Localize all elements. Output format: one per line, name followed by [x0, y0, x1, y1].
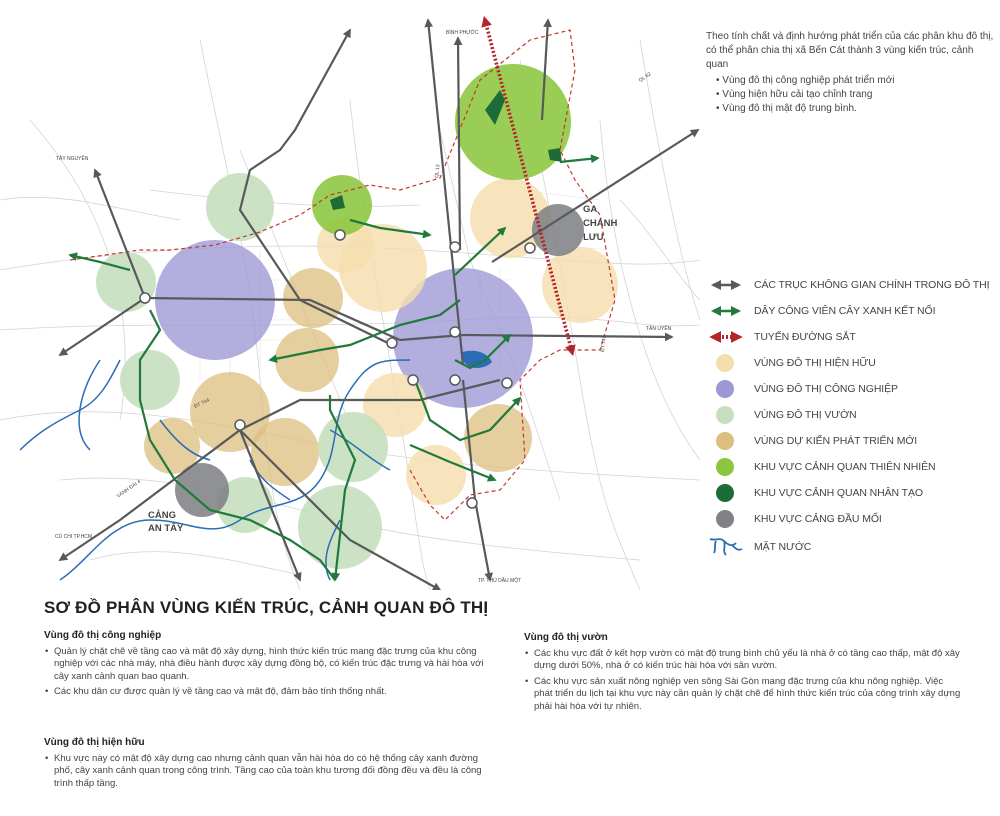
legend-label: TUYẾN ĐƯỜNG SẮT	[754, 331, 856, 343]
label-ga-chanh-luu-2: CHÁNH	[583, 218, 618, 229]
intro-list	[706, 74, 996, 116]
legend-label: DÂY CÔNG VIÊN CÂY XANH KẾT NỐI	[754, 305, 936, 317]
legend-item	[708, 301, 998, 321]
label-tay-nguyen: TÂY NGUYÊN	[56, 156, 89, 162]
legend-item	[708, 457, 998, 477]
legend-item	[708, 483, 998, 503]
section-item: • Các khu vực đất ở kết hợp vườn có mật độ trung bình chủ yếu là nhà ở có tầng cao thấp, mật độ xây dựng dưới 50%, nhà ở có kiến trúc hài hòa với sân vườn.	[534, 648, 964, 673]
label-ql-62: QL 62	[637, 71, 653, 84]
section-heading: Vùng đô thị vườn	[524, 632, 608, 643]
label-vanh-dai-4: VÀNH ĐAI 4	[115, 478, 142, 500]
section-item: • Các khu dân cư được quản lý về tầng cao và mật độ, đảm bảo tính thống nhất.	[54, 686, 484, 699]
garden-zone-icon	[716, 406, 734, 424]
zone-new-development	[275, 328, 339, 392]
zone-existing	[406, 445, 466, 505]
label-tan-uyen: TÂN UYÊN	[646, 326, 672, 332]
legend-label: MẶT NƯỚC	[754, 541, 812, 553]
legend-label: KHU VỰC CẢNG ĐẦU MỐI	[754, 513, 882, 525]
label-cang-an-tay-2: AN TÂY	[148, 523, 184, 534]
zone-new-development	[283, 268, 343, 328]
intro-item: • Vùng đô thị mật độ trung bình.	[716, 102, 996, 116]
intro-paragraph: Theo tính chất và định hướng phát triển của các phân khu đô thị, có thể phân chia thị xã Bến Cát thành 3 vùng kiến trúc, cảnh quan	[706, 31, 994, 70]
legend-item	[708, 327, 998, 347]
intro-item: • Vùng hiện hữu cải tạo chỉnh trang	[716, 88, 996, 102]
intro-item: • Vùng đô thị công nghiệp phát triển mới	[716, 74, 996, 88]
label-ga-chanh-luu: GA	[583, 204, 598, 215]
gray-double-arrow-icon	[708, 275, 744, 295]
label-binh-phuoc: BÌNH PHƯỚC	[446, 30, 479, 36]
section-item: • Khu vực này có mật độ xây dựng cao nhưng cảnh quan vẫn hài hòa do có hệ thống cây xanh đường phố, cây xanh cảnh quan trong công trình. Tầng cao của toàn khu tương đối đồng đều và đều là công trình thấp tầng.	[54, 753, 484, 791]
legend-item	[708, 379, 998, 399]
legend-item	[708, 431, 998, 451]
label-ql-13: QL 13	[434, 164, 442, 179]
label-thu-dau-mot: TP. THỦ DẦU MỘT	[478, 578, 522, 584]
legend-label: CÁC TRỤC KHÔNG GIAN CHÍNH TRONG ĐÔ THỊ	[754, 279, 990, 291]
natural-landscape-icon	[716, 458, 734, 476]
legend-label: VÙNG ĐÔ THỊ HIỆN HỮU	[754, 357, 876, 369]
zone-garden	[318, 412, 388, 482]
artificial-landscape-icon	[716, 484, 734, 502]
legend-label: VÙNG ĐÔ THỊ CÔNG NGHIỆP	[754, 383, 898, 395]
section-industrial	[44, 630, 484, 702]
green-double-arrow-icon	[708, 301, 744, 321]
legend-item	[708, 353, 998, 373]
industrial-zone-icon	[716, 380, 734, 398]
label-dt-744: ĐT 744	[193, 397, 211, 410]
zone-circles	[96, 64, 618, 569]
existing-zone-icon	[716, 354, 734, 372]
legend-item	[708, 275, 998, 295]
section-heading: Vùng đô thị hiện hữu	[44, 737, 145, 748]
legend-item	[708, 537, 998, 557]
label-cang-an-tay: CẢNG	[148, 510, 176, 521]
legend-label: KHU VỰC CẢNH QUAN THIÊN NHIÊN	[754, 461, 936, 473]
axis-binh-phuoc	[458, 38, 460, 250]
section-existing	[44, 737, 484, 793]
legend-label: VÙNG DỰ KIẾN PHÁT TRIỂN MỚI	[754, 435, 918, 447]
label-ga-chanh-luu-3: LƯU	[583, 232, 604, 243]
zone-garden	[120, 350, 180, 410]
water-icon	[708, 537, 744, 557]
legend-label: KHU VỰC CẢNH QUAN NHÂN TẠO	[754, 487, 923, 499]
section-item: • Quản lý chặt chẽ về tầng cao và mật độ xây dựng, hình thức kiến trúc mang đặc trưng của khu công nghiệp với các nhà máy, nhà điều hành được xây dựng đồng bộ, có kiến trúc đặc trưng và hài hòa với cây xanh cảnh quan bao quanh.	[54, 646, 484, 684]
section-item: • Các khu vực sản xuất nông nghiệp ven sông Sài Gòn mang đặc trưng của khu nông nghiệp. Việc phát triển du lịch tại khu vực này cần quản lý chặt chẽ để hình thức kiến trúc của công trình xây dựng phải hài hòa với tự nhiên.	[534, 676, 964, 714]
railway-arrow-icon	[708, 327, 744, 347]
label-cu-chi: CỦ CHI TP.HCM	[55, 534, 93, 540]
page-title: SƠ ĐỒ PHÂN VÙNG KIẾN TRÚC, CẢNH QUAN ĐÔ THỊ	[44, 598, 489, 617]
legend-label: VÙNG ĐÔ THỊ VƯỜN	[754, 409, 857, 421]
port-zone-icon	[716, 510, 734, 528]
legend-item	[708, 405, 998, 425]
zone-port	[175, 463, 229, 517]
section-garden	[524, 632, 964, 716]
new-development-zone-icon	[716, 432, 734, 450]
legend-item	[708, 509, 998, 529]
intro-text	[706, 30, 996, 116]
label-dt-741: ĐT 741	[600, 335, 608, 353]
section-heading: Vùng đô thị công nghiệp	[44, 630, 162, 641]
